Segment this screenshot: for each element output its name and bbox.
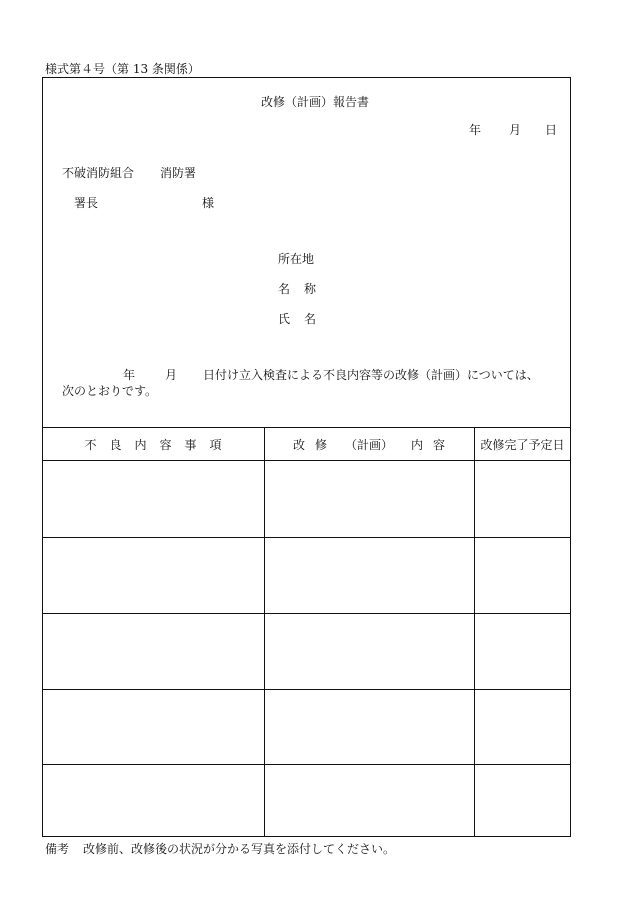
table-cell-repair[interactable] bbox=[265, 765, 473, 836]
header-char: 容 bbox=[159, 437, 172, 452]
body-text-line2: 次のとおりです。 bbox=[62, 384, 158, 398]
header-char: 項 bbox=[209, 437, 222, 452]
sender-person-char: 氏 bbox=[278, 312, 291, 326]
table-cell-defect[interactable] bbox=[43, 690, 263, 763]
table-cell-date[interactable] bbox=[475, 690, 570, 763]
addressee-position: 署長 bbox=[74, 196, 99, 210]
document-title: 改修（計画）報告書 bbox=[260, 95, 369, 109]
sender-name-char: 称 bbox=[304, 282, 317, 296]
body-year: 年 bbox=[123, 368, 136, 382]
header-char: 良 bbox=[109, 437, 122, 452]
body-text: 日付け立入検査による不良内容等の改修（計画）については、 bbox=[203, 368, 539, 382]
sender-address-label: 所在地 bbox=[278, 252, 315, 266]
addressee-position-line bbox=[74, 197, 214, 209]
table-cell-defect[interactable] bbox=[43, 614, 263, 688]
table-cell-date[interactable] bbox=[475, 614, 570, 688]
date-year-label: 年 bbox=[469, 123, 482, 137]
header-char: 事 bbox=[184, 437, 197, 452]
addressee-honorific: 様 bbox=[202, 196, 215, 210]
header-char: 容 bbox=[433, 437, 446, 452]
addressee-dept: 消防署 bbox=[160, 166, 197, 180]
table-cell-date[interactable] bbox=[475, 462, 570, 536]
footnote bbox=[45, 843, 395, 855]
date-day-label: 日 bbox=[545, 123, 558, 137]
addressee-org-name: 不破消防組合 bbox=[62, 166, 135, 180]
addressee-org bbox=[62, 167, 196, 179]
header-char: （計画） bbox=[344, 437, 393, 452]
table-cell-repair[interactable] bbox=[265, 538, 473, 612]
table-cell-date[interactable] bbox=[475, 538, 570, 612]
body-text-line1 bbox=[62, 369, 539, 381]
table-cell-defect[interactable] bbox=[43, 765, 263, 836]
table-cell-defect[interactable] bbox=[43, 462, 263, 536]
header-char: 修 bbox=[314, 437, 327, 452]
header-repair-content bbox=[264, 427, 474, 461]
header-char: 内 bbox=[411, 437, 424, 452]
header-char: 改 bbox=[292, 437, 305, 452]
table-cell-defect[interactable] bbox=[43, 538, 263, 612]
body-month: 月 bbox=[165, 368, 178, 382]
form-number-label: 様式第４号（第 13 条関係） bbox=[45, 62, 200, 76]
footnote-text: 改修前、改修後の状況が分かる写真を添付してください。 bbox=[83, 842, 396, 856]
header-char: 不 bbox=[84, 437, 97, 452]
footnote-label: 備考 bbox=[45, 842, 70, 856]
sender-person-char: 名 bbox=[304, 312, 317, 326]
table-cell-repair[interactable] bbox=[265, 462, 473, 536]
header-char: 改修完了予定日 bbox=[480, 437, 565, 452]
table-cell-repair[interactable] bbox=[265, 614, 473, 688]
table-cell-date[interactable] bbox=[475, 765, 570, 836]
table-cell-repair[interactable] bbox=[265, 690, 473, 763]
date-month-label: 月 bbox=[509, 123, 522, 137]
header-defect-items bbox=[42, 427, 264, 461]
sender-name-char: 名 bbox=[278, 282, 291, 296]
header-char: 内 bbox=[134, 437, 147, 452]
sender-name-label bbox=[278, 283, 316, 295]
sender-person-label bbox=[278, 313, 316, 325]
header-completion-date bbox=[474, 427, 571, 461]
